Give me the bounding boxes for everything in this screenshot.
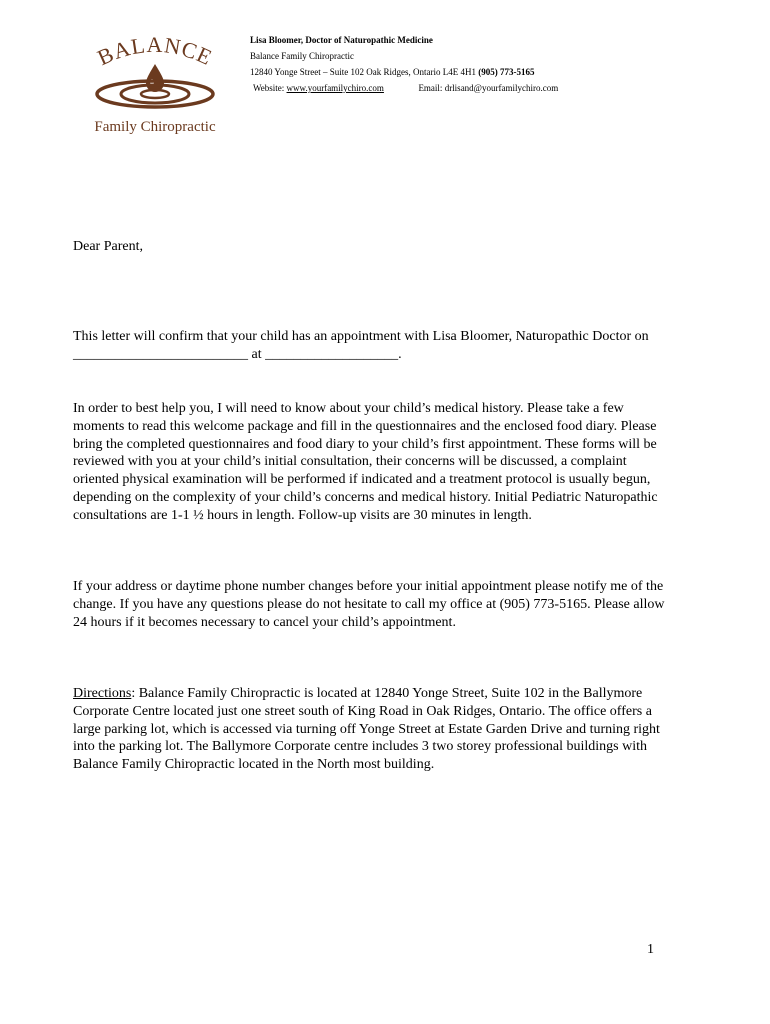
appointment-paragraph: This letter will confirm that your child has an appointment with Lisa Bloomer, Naturopathic Doctor on _________________________ at ___________________. <box>73 329 649 362</box>
directions-text: : Balance Family Chiropractic is located at 12840 Yonge Street, Suite 102 in the Ballymore Corporate Centre located just one street south of King Road in Oak Ridges, Ontario. The office offers a large parking lot, which is accessed via turning off Yonge Street at Estate Garden Drive and turning right into the parking lot. The Ballymore Corporate centre includes 3 two storey professional buildings with Balance Family Chiropractic located in the North most building. <box>73 686 660 773</box>
contact-line <box>250 80 670 96</box>
email-address[interactable]: drlisand@yourfamilychiro.com <box>444 83 559 93</box>
address-text: 12840 Yonge Street – Suite 102 Oak Ridges, Ontario L4E 4H1 <box>250 67 476 77</box>
logo-tagline: Family Chiropractic <box>94 119 216 135</box>
website-link[interactable]: www.yourfamilychiro.com <box>286 83 384 93</box>
directions-paragraph <box>73 685 673 774</box>
doctor-name: Lisa Bloomer, Doctor of Naturopathic Medicine <box>250 35 433 45</box>
clinic-address <box>250 64 670 80</box>
contact-changes-paragraph: If your address or daytime phone number changes before your initial appointment please notify me of the change. If you have any questions please do not hesitate to call my office at (905) 773-5165. Please allow 24 hours if it becomes necessary to cancel your child’s appointment. <box>73 579 665 630</box>
salutation: Dear Parent, <box>73 239 143 254</box>
letterhead <box>250 32 670 96</box>
website-label: Website: <box>253 83 285 93</box>
directions-label: Directions <box>73 686 132 701</box>
phone-number: (905) 773-5165 <box>478 67 535 77</box>
page-number: 1 <box>647 942 654 957</box>
logo-wordmark: BALANCE <box>93 36 217 71</box>
clinic-name: Balance Family Chiropractic <box>250 51 354 61</box>
medical-history-paragraph: In order to best help you, I will need to know about your child’s medical history. Please take a few moments to read this welcome package and fill in the questionnaires and the enclosed food diary. Please bring the completed questionnaires and food diary to your child’s first appointment. These forms will be reviewed with you at your child’s initial consultation, their concerns will be discussed, a complaint oriented physical examination will be performed if indicated and a treatment protocol is usually begun, depending on the complexity of your child’s concerns and medical history. Initial Pediatric Naturopathic consultations are 1-1 ½ hours in length. Follow-up visits are 30 minutes in length. <box>73 401 658 523</box>
email-label: Email: <box>418 83 443 93</box>
clinic-logo <box>82 36 228 142</box>
